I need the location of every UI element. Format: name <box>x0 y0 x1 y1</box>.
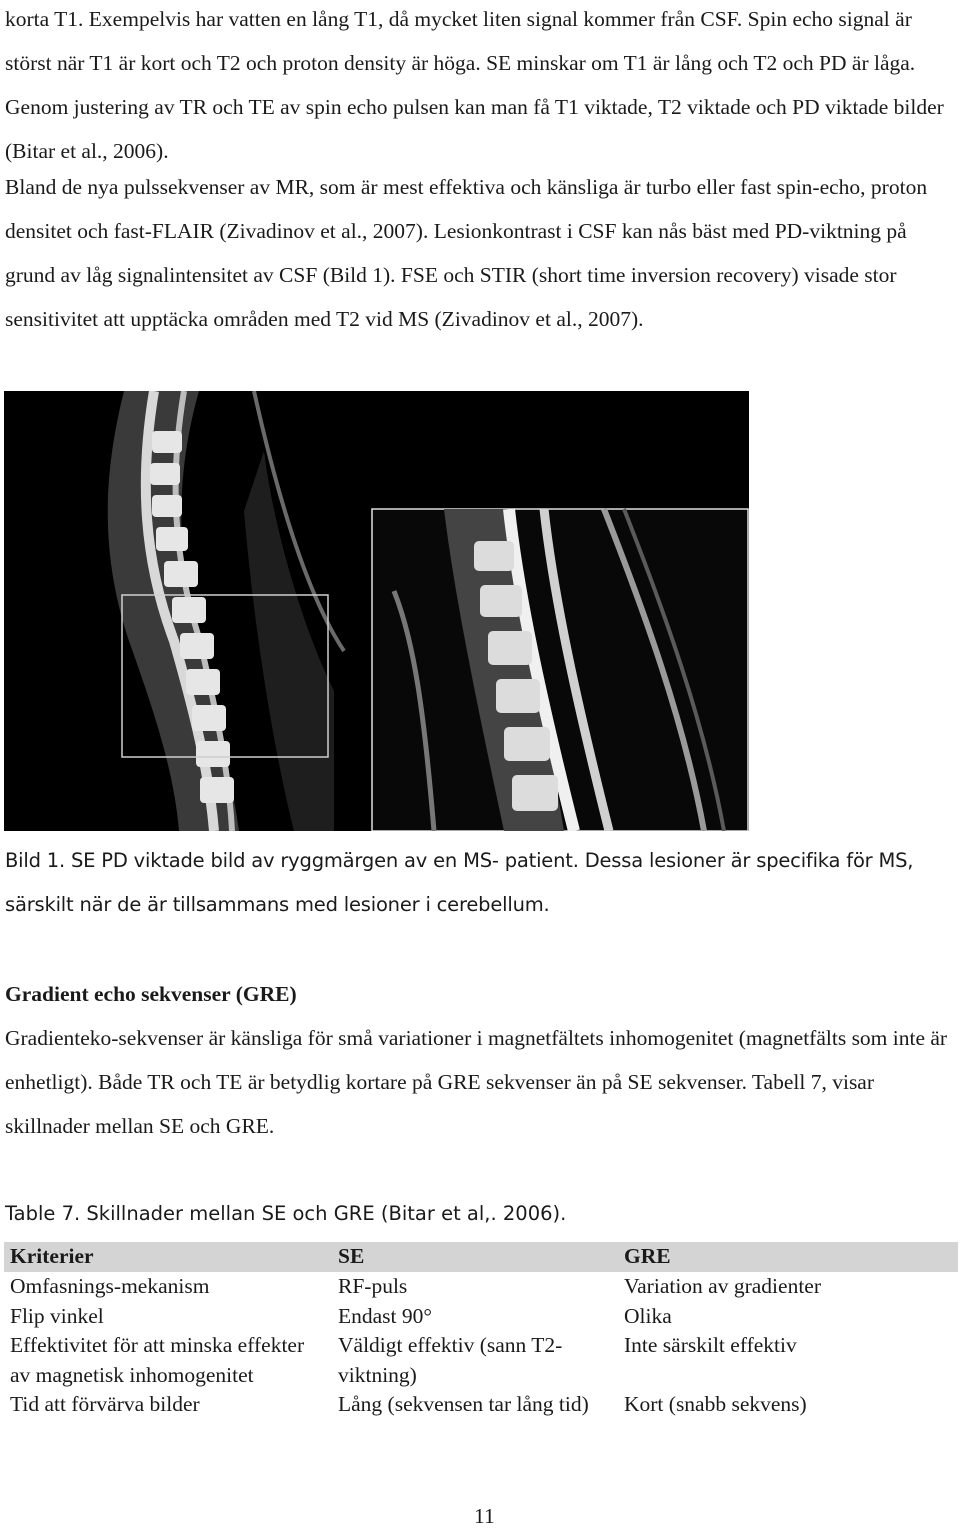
table-cell: RF-puls <box>338 1274 408 1298</box>
paragraph-2: Bland de nya pulssekvenser av MR, som är mest effektiva och känsliga är turbo eller fast spin-echo, proton densitet och fast-FLAIR (Zivadinov et al., 2007). Lesionkontrast i CSF kan nås bäst med PD-viktning på grund av låg signalintensitet av CSF (Bild 1). FSE och STIR (short time inversion recovery) visade stor sensitivitet att upptäcka områden med T2 vid MS (Zivadinov et al., 2007). <box>5 175 928 331</box>
table-cell: Endast 90° <box>338 1303 432 1328</box>
table-cell: Effektivitet för att minska effekter av magnetisk inhomogenitet <box>10 1333 305 1387</box>
paragraph-1: korta T1. Exempelvis har vatten en lång T1, då mycket liten signal kommer från CSF. Spin echo signal är störst när T1 är kort och T2 och proton density är höga. SE minskar om T1 är lång och T2 och PD är låga. Genom justering av TR och TE av spin echo pulsen kan man få T1 viktade, T2 viktade och PD viktade bilder (Bitar et al., 2006). <box>5 7 944 163</box>
page-number: 11 <box>474 1504 495 1528</box>
table-row <box>4 1302 958 1332</box>
header-kriterier: Kriterier <box>4 1242 332 1272</box>
table-caption: Table 7. Skillnader mellan SE och GRE (Bitar et al,. 2006). <box>5 1202 567 1225</box>
spine-zoomed <box>372 509 748 831</box>
mri-spine-image <box>4 391 749 831</box>
table-row <box>4 1272 958 1302</box>
table-row <box>4 1331 958 1390</box>
table-cell: Tid att förvärva bilder <box>10 1392 200 1416</box>
table-cell: Kort (snabb sekvens) <box>624 1392 807 1416</box>
table-cell: Lång (sekvensen tar lång tid) <box>338 1392 589 1416</box>
paragraph-3: Gradienteko-sekvenser är känsliga för små variationer i magnetfältets inhomogenitet (magnetfälts som inte är enhetligt). Både TR och TE är betydlig kortare på GRE sekvenser än på SE sekvenser. Tabell 7, visar skillnader mellan SE och GRE. <box>5 1026 948 1138</box>
table-cell: Inte särskilt effektiv <box>624 1333 797 1357</box>
section-heading: Gradient echo sekvenser (GRE) <box>5 982 297 1006</box>
table-cell: Omfasnings-mekanism <box>10 1274 210 1298</box>
header-se: SE <box>332 1242 618 1272</box>
table-row <box>4 1390 958 1420</box>
table-cell: Olika <box>624 1303 672 1328</box>
header-gre: GRE <box>618 1242 958 1272</box>
table-cell: Flip vinkel <box>10 1303 104 1328</box>
figure-caption: Bild 1. SE PD viktade bild av ryggmärgen av en MS- patient. Dessa lesioner är specifika för MS, särskilt när de är tillsammans med lesioner i cerebellum. <box>5 849 914 916</box>
table-cell: Variation av gradienter <box>624 1274 821 1298</box>
table-header-row <box>4 1242 958 1272</box>
comparison-table <box>4 1242 958 1420</box>
table-cell: Väldigt effektiv (sann T2-viktning) <box>338 1333 563 1387</box>
